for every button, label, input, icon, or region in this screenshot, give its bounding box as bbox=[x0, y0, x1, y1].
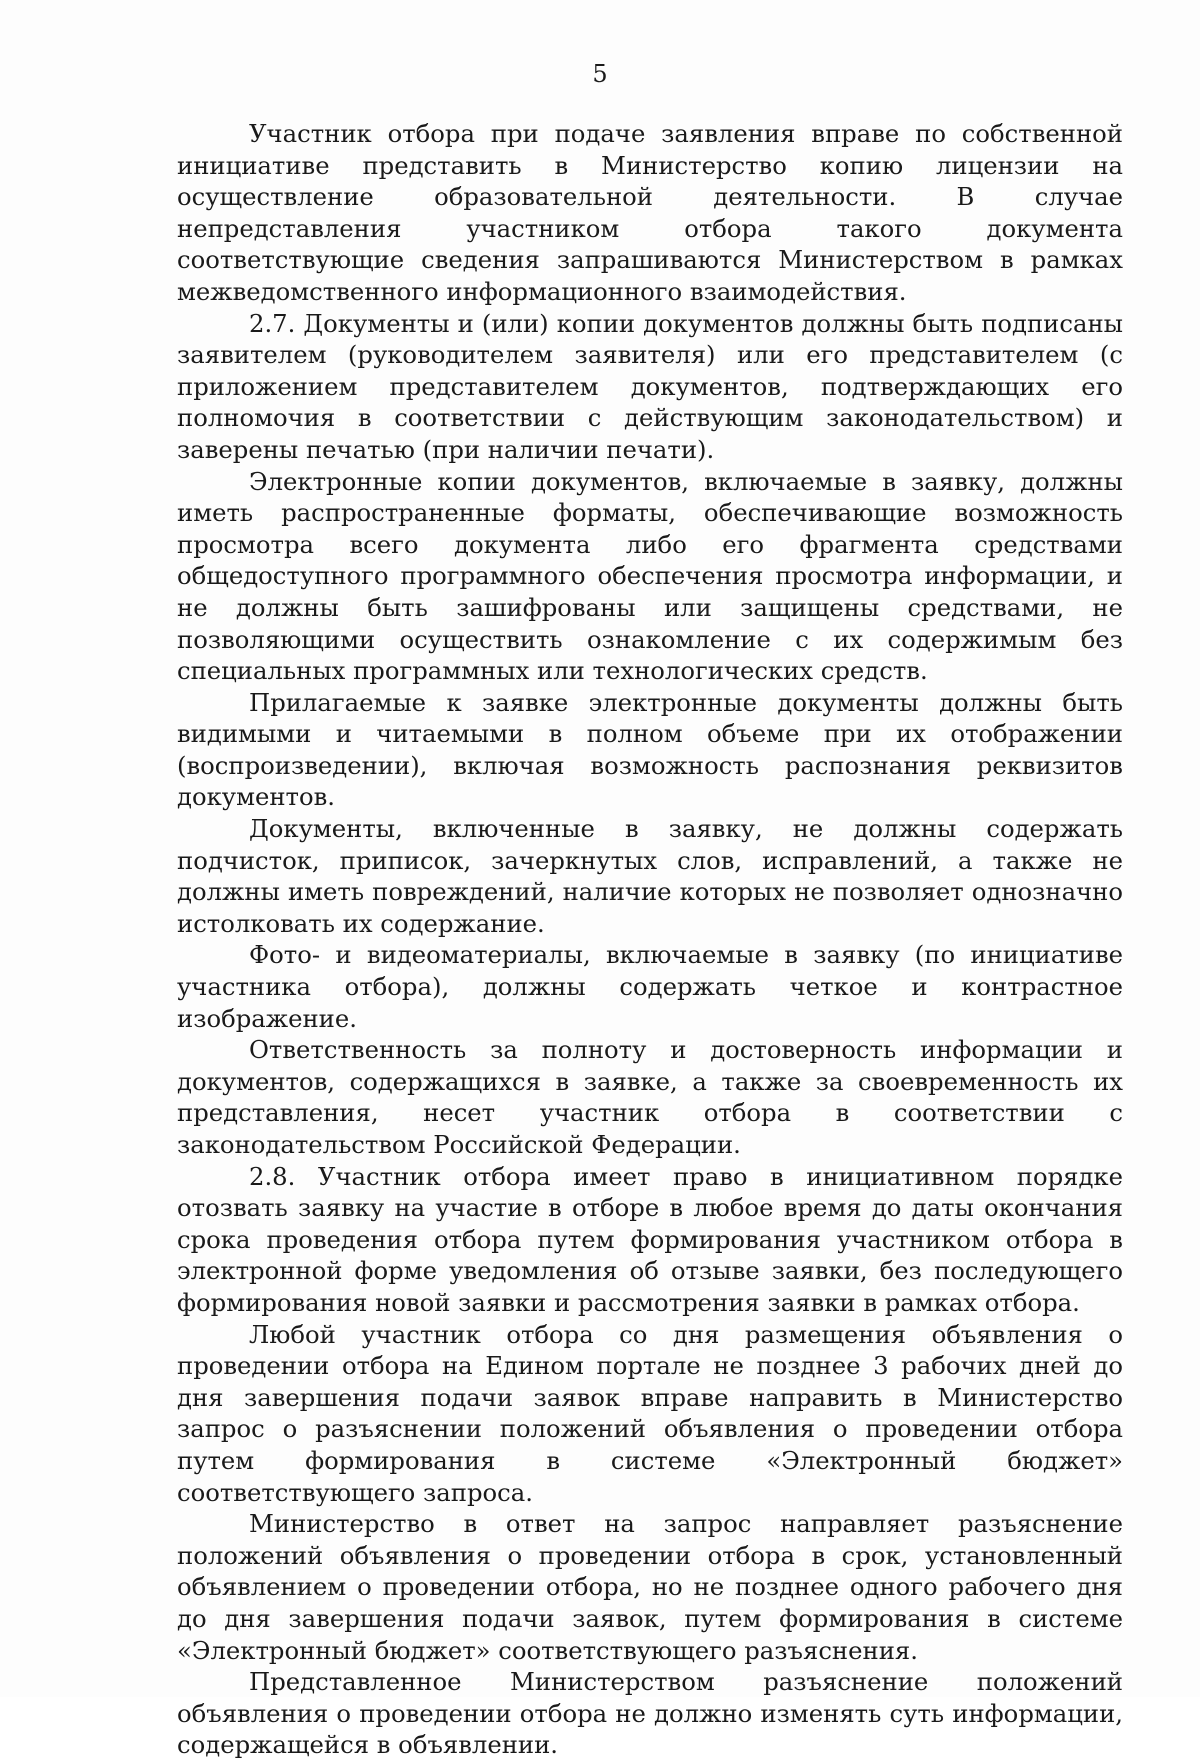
paragraph: Ответственность за полноту и достоверность информации и документов, содержащихся в заявке, а также за своевременность их представления, несет участник отбора в соответствии с законодательством Российской Федерации. bbox=[177, 1035, 1123, 1159]
paragraph: Любой участник отбора со дня размещения объявления о проведении отбора на Едином портале не позднее 3 рабочих дней до дня завершения подачи заявок вправе направить в Министерство запрос о разъяснении положений объявления о проведении отбора путем формирования в системе «Электронный бюджет» соответствующего запроса. bbox=[177, 1319, 1123, 1507]
paragraph: Представленное Министерством разъяснение положений объявления о проведении отбора не должно изменять суть информации, содержащейся в объявлении. bbox=[177, 1667, 1123, 1760]
paragraph: Фото- и видеоматериалы, включаемые в заявку (по инициативе участника отбора), должны содержать четкое и контрастное изображение. bbox=[177, 940, 1123, 1033]
paragraph: Документы, включенные в заявку, не должны содержать подчисток, приписок, зачеркнутых слов, исправлений, а также не должны иметь повреждений, наличие которых не позволяет однозначно истолковать их содержание. bbox=[177, 814, 1123, 938]
page-number: 5 bbox=[592, 60, 608, 88]
paragraph: Электронные копии документов, включаемые в заявку, должны иметь распространенные форматы, обеспечивающие возможность просмотра всего документа либо его фрагмента средствами общедоступного программного обеспечения просмотра информации, и не должны быть зашифрованы или защищены средствами, не позволяющими осуществить ознакомление с их содержимым без специальных программных или технологических средств. bbox=[177, 466, 1123, 686]
paragraph: 2.7. Документы и (или) копии документов должны быть подписаны заявителем (руководителем заявителя) или его представителем (с приложением представителем документов, подтверждающих его полномочия в соответствии с действующим законодательством) и заверены печатью (при наличии печати). bbox=[177, 308, 1123, 464]
paragraph: Министерство в ответ на запрос направляет разъяснение положений объявления о проведении отбора в срок, установленный объявлением о проведении отбора, но не позднее одного рабочего дня до дня завершения подачи заявок, путем формирования в системе «Электронный бюджет» соответствующего разъяснения. bbox=[177, 1509, 1123, 1665]
paragraph: 2.8. Участник отбора имеет право в инициативном порядке отозвать заявку на участие в отборе в любое время до даты окончания срока проведения отбора путем формирования участником отбора в электронной форме уведомления об отзыве заявки, без последующего формирования новой заявки и рассмотрения заявки в рамках отбора. bbox=[177, 1161, 1123, 1317]
document-body bbox=[177, 118, 1123, 1761]
paragraph: Участник отбора при подаче заявления вправе по собственной инициативе представить в Министерство копию лицензии на осуществление образовательной деятельности. В случае непредставления участником отбора такого документа соответствующие сведения запрашиваются Министерством в рамках межведомственного информационного взаимодействия. bbox=[177, 119, 1123, 306]
paragraph: Прилагаемые к заявке электронные документы должны быть видимыми и читаемыми в полном объеме при их отображении (воспроизведении), включая возможность распознания реквизитов документов. bbox=[177, 687, 1123, 812]
